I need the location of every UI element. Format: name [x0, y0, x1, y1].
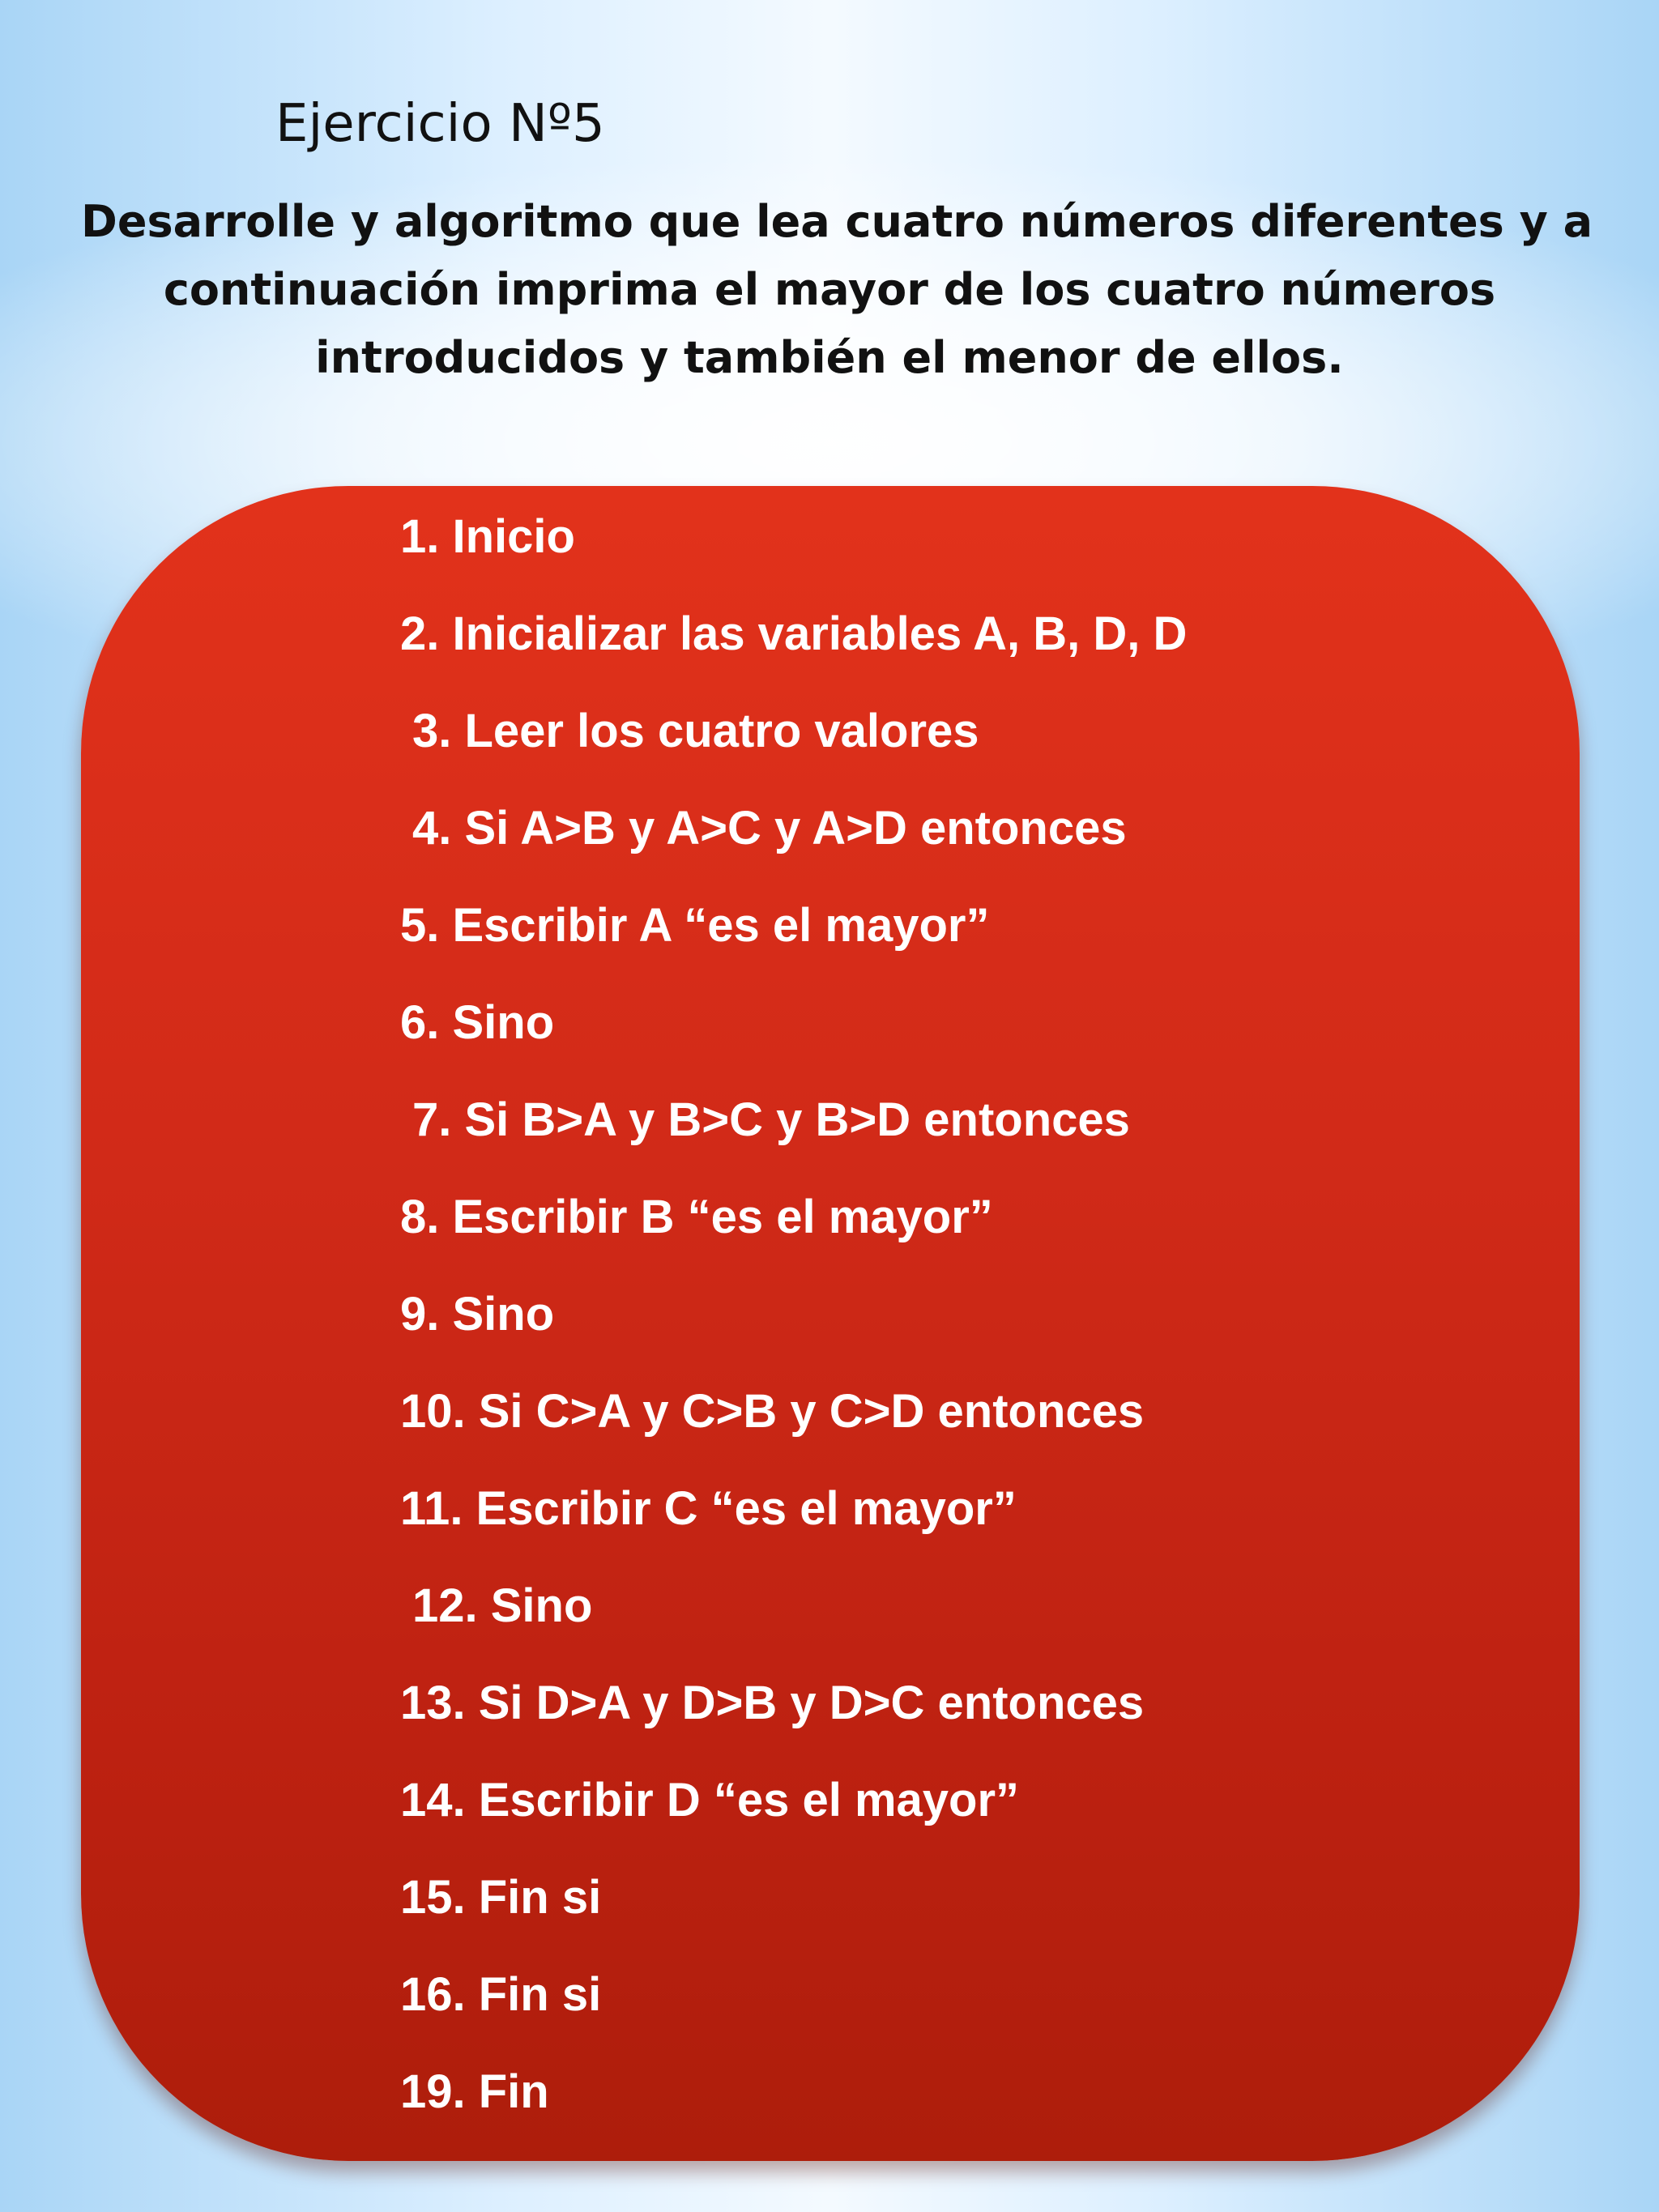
- step-item: 6. Sino: [400, 996, 555, 1049]
- algorithm-box: [81, 486, 1580, 2161]
- step-item: 10. Si C>A y C>B y C>D entonces: [400, 1385, 1145, 1438]
- step-item: 11. Escribir C “es el mayor”: [400, 1482, 1017, 1535]
- step-item: 14. Escribir D “es el mayor”: [400, 1774, 1020, 1826]
- step-item: 15. Fin si: [400, 1871, 602, 1924]
- problem-statement: [81, 188, 1593, 392]
- statement-line: continuación imprima el mayor de los cuatro números: [163, 264, 1496, 315]
- statement-line: Desarrolle y algoritmo que lea cuatro números diferentes y a: [81, 196, 1593, 247]
- step-item: 19. Fin: [400, 2065, 549, 2118]
- step-item: 4. Si A>B y A>C y A>D entonces: [412, 802, 1127, 855]
- step-item: 8. Escribir B “es el mayor”: [400, 1191, 993, 1243]
- step-item: 1. Inicio: [400, 510, 575, 563]
- step-item: 2. Inicializar las variables A, B, D, D: [400, 607, 1188, 660]
- step-item: 13. Si D>A y D>B y D>C entonces: [400, 1677, 1145, 1729]
- statement-line: introducidos y también el menor de ellos.: [315, 332, 1344, 383]
- step-item: 9. Sino: [400, 1288, 555, 1340]
- step-item: 7. Si B>A y B>C y B>D entonces: [412, 1093, 1130, 1146]
- step-item: 5. Escribir A “es el mayor”: [400, 899, 990, 952]
- slide-title: Ejercicio Nº5: [275, 94, 605, 154]
- step-item: 12. Sino: [412, 1579, 593, 1632]
- step-item: 16. Fin si: [400, 1968, 602, 2021]
- step-item: 3. Leer los cuatro valores: [412, 705, 979, 757]
